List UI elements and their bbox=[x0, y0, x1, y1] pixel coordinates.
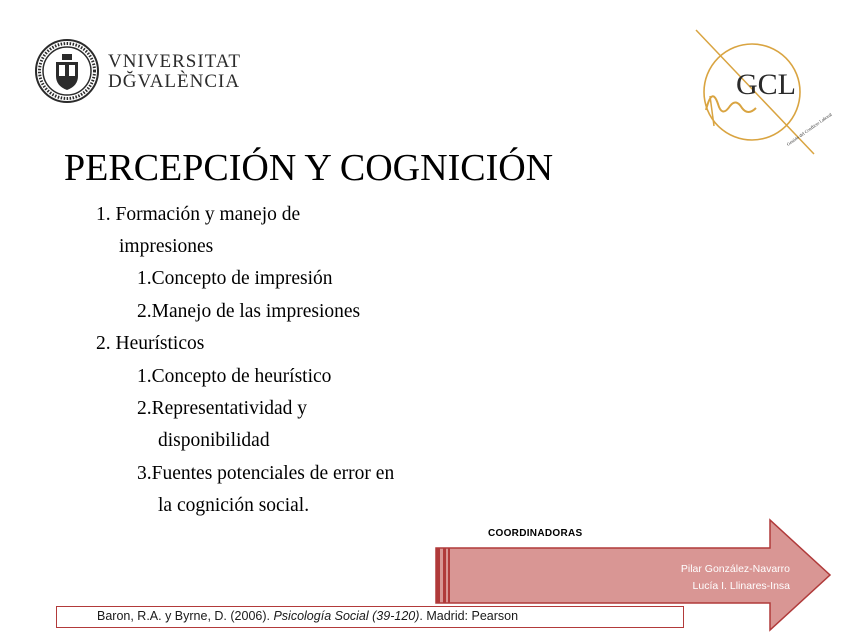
bibliographic-reference: Baron, R.A. y Byrne, D. (2006). Psicología Social (39-120). Madrid: Pearson bbox=[56, 606, 684, 628]
list-item: 1.Concepto de impresión bbox=[137, 268, 333, 289]
university-name bbox=[108, 52, 241, 92]
list-item-continuation: la cognición social. bbox=[158, 495, 310, 516]
list-item: 2.Manejo de las impresiones bbox=[137, 301, 361, 322]
university-name-line1: VNIVERSITAT bbox=[108, 51, 241, 72]
university-seal-icon bbox=[34, 38, 100, 104]
coordinators-label: COORDINADORAS bbox=[488, 528, 583, 539]
gcl-logo-subtext: Gestión del Conflicto Laboral bbox=[785, 111, 833, 147]
list-item: 1. Formación y manejo de bbox=[96, 204, 301, 225]
list-item-continuation: impresiones bbox=[119, 236, 214, 257]
coordinator-name: Lucía I. Llinares-Insa bbox=[692, 580, 790, 592]
list-item: 3.Fuentes potenciales de error en bbox=[137, 463, 395, 484]
list-item: 1.Concepto de heurístico bbox=[137, 366, 332, 387]
university-name-line2: DĞVALÈNCIA bbox=[108, 71, 241, 92]
coordinators-names bbox=[681, 561, 790, 595]
gcl-logo bbox=[690, 26, 833, 158]
list-item-continuation: disponibilidad bbox=[158, 430, 270, 451]
coordinator-name: Pilar González-Navarro bbox=[680, 563, 790, 575]
list-item: 2.Representatividad y bbox=[137, 398, 308, 419]
list-item: 2. Heurísticos bbox=[96, 333, 205, 354]
gcl-logo-text: GCL bbox=[736, 68, 796, 101]
slide-title: PERCEPCIÓN Y COGNICIÓN bbox=[64, 147, 554, 189]
